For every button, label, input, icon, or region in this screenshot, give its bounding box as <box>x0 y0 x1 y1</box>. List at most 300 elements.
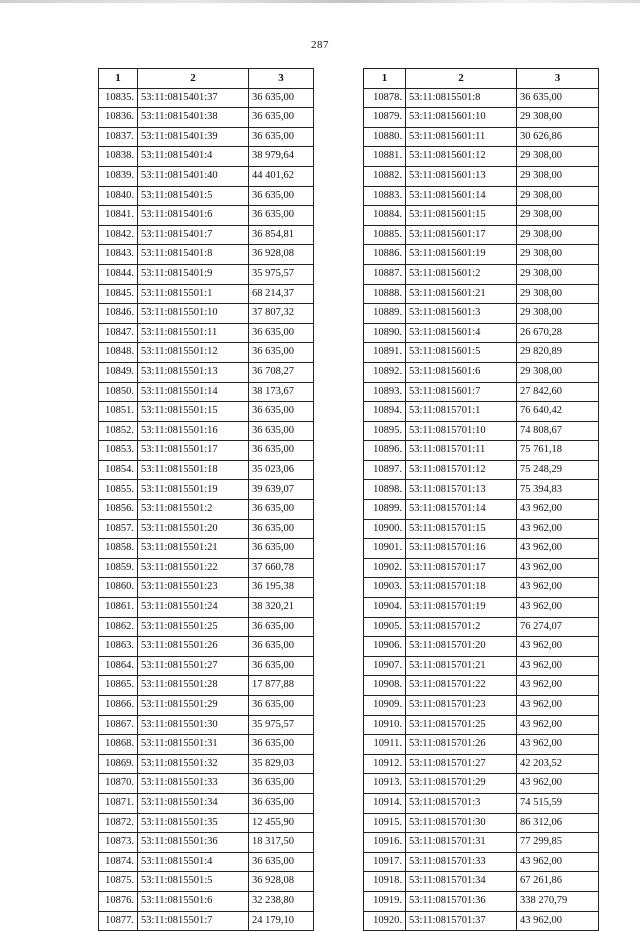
table-row <box>364 421 599 441</box>
row-number: 10897. <box>364 460 406 480</box>
cadastral-number: 53:11:0815501:17 <box>138 441 249 461</box>
row-number: 10851. <box>99 402 138 422</box>
cadastral-value: 43 962,00 <box>517 500 599 520</box>
row-number: 10852. <box>99 421 138 441</box>
table-row <box>99 304 314 324</box>
cadastral-value: 67 261,86 <box>517 872 599 892</box>
cadastral-value: 29 308,00 <box>517 166 599 186</box>
cadastral-number: 53:11:0815701:17 <box>406 558 517 578</box>
cadastral-value: 68 214,37 <box>249 284 314 304</box>
cadastral-number: 53:11:0815701:14 <box>406 500 517 520</box>
table-row <box>99 127 314 147</box>
table-row <box>99 108 314 128</box>
cadastral-number: 53:11:0815701:23 <box>406 696 517 716</box>
cadastral-value: 36 635,00 <box>249 539 314 559</box>
row-number: 10904. <box>364 598 406 618</box>
cadastral-number: 53:11:0815501:16 <box>138 421 249 441</box>
row-number: 10920. <box>364 911 406 931</box>
cadastral-number: 53:11:0815601:14 <box>406 186 517 206</box>
cadastral-number: 53:11:0815601:10 <box>406 108 517 128</box>
table-row <box>364 460 599 480</box>
cadastral-number: 53:11:0815401:9 <box>138 264 249 284</box>
table-row <box>99 852 314 872</box>
row-number: 10841. <box>99 206 138 226</box>
left-registry-table <box>98 68 314 931</box>
table-row <box>99 460 314 480</box>
cadastral-number: 53:11:0815501:27 <box>138 656 249 676</box>
cadastral-value: 32 238,80 <box>249 891 314 911</box>
table-row <box>99 813 314 833</box>
row-number: 10919. <box>364 891 406 911</box>
row-number: 10886. <box>364 245 406 265</box>
cadastral-value: 43 962,00 <box>517 519 599 539</box>
cadastral-value: 29 308,00 <box>517 304 599 324</box>
cadastral-value: 29 820,89 <box>517 343 599 363</box>
table-row <box>364 598 599 618</box>
cadastral-value: 36 635,00 <box>249 617 314 637</box>
cadastral-number: 53:11:0815701:13 <box>406 480 517 500</box>
table-row <box>99 578 314 598</box>
table-row <box>364 147 599 167</box>
header-col-3: 3 <box>249 69 314 89</box>
table-row <box>364 362 599 382</box>
table-row <box>364 833 599 853</box>
cadastral-value: 36 635,00 <box>249 186 314 206</box>
cadastral-number: 53:11:0815701:11 <box>406 441 517 461</box>
cadastral-value: 75 761,18 <box>517 441 599 461</box>
table-row <box>364 382 599 402</box>
table-row <box>99 891 314 911</box>
table-row <box>364 754 599 774</box>
cadastral-value: 36 195,38 <box>249 578 314 598</box>
cadastral-number: 53:11:0815501:4 <box>138 852 249 872</box>
table-row <box>364 186 599 206</box>
row-number: 10909. <box>364 696 406 716</box>
cadastral-number: 53:11:0815601:11 <box>406 127 517 147</box>
table-row <box>364 480 599 500</box>
cadastral-number: 53:11:0815701:37 <box>406 911 517 931</box>
table-row <box>364 323 599 343</box>
cadastral-number: 53:11:0815601:4 <box>406 323 517 343</box>
cadastral-value: 17 877,88 <box>249 676 314 696</box>
cadastral-value: 43 962,00 <box>517 637 599 657</box>
table-row <box>364 793 599 813</box>
table-row <box>364 735 599 755</box>
cadastral-number: 53:11:0815501:34 <box>138 793 249 813</box>
cadastral-value: 44 401,62 <box>249 166 314 186</box>
cadastral-value: 24 179,10 <box>249 911 314 931</box>
cadastral-number: 53:11:0815501:28 <box>138 676 249 696</box>
table-row <box>364 774 599 794</box>
table-row <box>99 441 314 461</box>
cadastral-value: 18 317,50 <box>249 833 314 853</box>
cadastral-value: 36 635,00 <box>249 108 314 128</box>
table-row <box>99 911 314 931</box>
cadastral-value: 74 808,67 <box>517 421 599 441</box>
cadastral-value: 38 979,64 <box>249 147 314 167</box>
cadastral-number: 53:11:0815601:13 <box>406 166 517 186</box>
cadastral-value: 76 274,07 <box>517 617 599 637</box>
cadastral-number: 53:11:0815401:38 <box>138 108 249 128</box>
row-number: 10876. <box>99 891 138 911</box>
row-number: 10846. <box>99 304 138 324</box>
cadastral-number: 53:11:0815701:29 <box>406 774 517 794</box>
table-row <box>364 304 599 324</box>
row-number: 10917. <box>364 852 406 872</box>
cadastral-value: 43 962,00 <box>517 598 599 618</box>
header-col-1: 1 <box>99 69 138 89</box>
cadastral-number: 53:11:0815501:21 <box>138 539 249 559</box>
cadastral-value: 36 635,00 <box>517 88 599 108</box>
cadastral-number: 53:11:0815701:10 <box>406 421 517 441</box>
table-row <box>99 166 314 186</box>
cadastral-number: 53:11:0815501:26 <box>138 637 249 657</box>
row-number: 10860. <box>99 578 138 598</box>
row-number: 10858. <box>99 539 138 559</box>
row-number: 10906. <box>364 637 406 657</box>
cadastral-value: 36 635,00 <box>249 774 314 794</box>
header-row <box>364 69 599 89</box>
header-row <box>99 69 314 89</box>
row-number: 10887. <box>364 264 406 284</box>
row-number: 10885. <box>364 225 406 245</box>
table-row <box>364 343 599 363</box>
cadastral-value: 26 670,28 <box>517 323 599 343</box>
cadastral-value: 43 962,00 <box>517 656 599 676</box>
table-row <box>99 656 314 676</box>
header-col-1: 1 <box>364 69 406 89</box>
table-row <box>364 891 599 911</box>
cadastral-value: 35 023,06 <box>249 460 314 480</box>
row-number: 10873. <box>99 833 138 853</box>
table-row <box>364 813 599 833</box>
row-number: 10857. <box>99 519 138 539</box>
row-number: 10866. <box>99 696 138 716</box>
table-row <box>364 558 599 578</box>
row-number: 10872. <box>99 813 138 833</box>
row-number: 10868. <box>99 735 138 755</box>
cadastral-value: 76 640,42 <box>517 402 599 422</box>
table-row <box>99 206 314 226</box>
header-col-3: 3 <box>517 69 599 89</box>
row-number: 10902. <box>364 558 406 578</box>
cadastral-number: 53:11:0815601:2 <box>406 264 517 284</box>
row-number: 10840. <box>99 186 138 206</box>
table-row <box>364 696 599 716</box>
cadastral-value: 42 203,52 <box>517 754 599 774</box>
cadastral-value: 36 635,00 <box>249 421 314 441</box>
cadastral-value: 12 455,90 <box>249 813 314 833</box>
row-number: 10849. <box>99 362 138 382</box>
table-row <box>99 793 314 813</box>
table-row <box>99 833 314 853</box>
cadastral-value: 35 975,57 <box>249 715 314 735</box>
row-number: 10836. <box>99 108 138 128</box>
table-row <box>99 598 314 618</box>
row-number: 10889. <box>364 304 406 324</box>
cadastral-number: 53:11:0815701:21 <box>406 656 517 676</box>
row-number: 10881. <box>364 147 406 167</box>
table-row <box>99 872 314 892</box>
cadastral-value: 36 854,81 <box>249 225 314 245</box>
row-number: 10847. <box>99 323 138 343</box>
cadastral-number: 53:11:0815601:19 <box>406 245 517 265</box>
row-number: 10910. <box>364 715 406 735</box>
cadastral-number: 53:11:0815401:37 <box>138 88 249 108</box>
row-number: 10845. <box>99 284 138 304</box>
table-row <box>364 166 599 186</box>
cadastral-number: 53:11:0815401:40 <box>138 166 249 186</box>
cadastral-value: 43 962,00 <box>517 558 599 578</box>
cadastral-number: 53:11:0815701:3 <box>406 793 517 813</box>
cadastral-number: 53:11:0815501:5 <box>138 872 249 892</box>
cadastral-number: 53:11:0815701:18 <box>406 578 517 598</box>
row-number: 10838. <box>99 147 138 167</box>
cadastral-value: 86 312,06 <box>517 813 599 833</box>
cadastral-value: 43 962,00 <box>517 774 599 794</box>
table-row <box>99 519 314 539</box>
cadastral-value: 43 962,00 <box>517 852 599 872</box>
table-row <box>99 421 314 441</box>
cadastral-value: 36 635,00 <box>249 343 314 363</box>
cadastral-number: 53:11:0815501:11 <box>138 323 249 343</box>
cadastral-value: 29 308,00 <box>517 264 599 284</box>
table-row <box>99 558 314 578</box>
row-number: 10893. <box>364 382 406 402</box>
row-number: 10896. <box>364 441 406 461</box>
row-number: 10882. <box>364 166 406 186</box>
cadastral-number: 53:11:0815401:39 <box>138 127 249 147</box>
cadastral-value: 36 708,27 <box>249 362 314 382</box>
cadastral-number: 53:11:0815701:30 <box>406 813 517 833</box>
table-row <box>99 676 314 696</box>
table-row <box>364 264 599 284</box>
row-number: 10864. <box>99 656 138 676</box>
row-number: 10894. <box>364 402 406 422</box>
cadastral-number: 53:11:0815501:8 <box>406 88 517 108</box>
cadastral-value: 36 635,00 <box>249 656 314 676</box>
row-number: 10850. <box>99 382 138 402</box>
row-number: 10899. <box>364 500 406 520</box>
cadastral-value: 36 635,00 <box>249 88 314 108</box>
cadastral-number: 53:11:0815501:12 <box>138 343 249 363</box>
cadastral-value: 338 270,79 <box>517 891 599 911</box>
cadastral-number: 53:11:0815501:35 <box>138 813 249 833</box>
cadastral-value: 29 308,00 <box>517 108 599 128</box>
cadastral-number: 53:11:0815601:17 <box>406 225 517 245</box>
table-row <box>364 519 599 539</box>
table-row <box>99 480 314 500</box>
cadastral-number: 53:11:0815401:6 <box>138 206 249 226</box>
table-row <box>99 696 314 716</box>
cadastral-value: 36 635,00 <box>249 852 314 872</box>
table-row <box>364 127 599 147</box>
row-number: 10842. <box>99 225 138 245</box>
cadastral-value: 36 928,08 <box>249 872 314 892</box>
table-row <box>364 656 599 676</box>
row-number: 10916. <box>364 833 406 853</box>
table-row <box>364 617 599 637</box>
cadastral-number: 53:11:0815701:19 <box>406 598 517 618</box>
table-row <box>364 441 599 461</box>
cadastral-number: 53:11:0815501:18 <box>138 460 249 480</box>
cadastral-value: 36 928,08 <box>249 245 314 265</box>
cadastral-value: 36 635,00 <box>249 637 314 657</box>
table-row <box>99 343 314 363</box>
row-number: 10880. <box>364 127 406 147</box>
table-row <box>364 715 599 735</box>
row-number: 10891. <box>364 343 406 363</box>
table-row <box>99 735 314 755</box>
cadastral-number: 53:11:0815601:21 <box>406 284 517 304</box>
row-number: 10878. <box>364 88 406 108</box>
cadastral-value: 43 962,00 <box>517 715 599 735</box>
cadastral-number: 53:11:0815701:36 <box>406 891 517 911</box>
row-number: 10865. <box>99 676 138 696</box>
cadastral-number: 53:11:0815601:5 <box>406 343 517 363</box>
cadastral-value: 27 842,60 <box>517 382 599 402</box>
row-number: 10918. <box>364 872 406 892</box>
table-row <box>364 637 599 657</box>
cadastral-value: 36 635,00 <box>249 735 314 755</box>
table-row <box>99 284 314 304</box>
header-col-2: 2 <box>138 69 249 89</box>
cadastral-number: 53:11:0815701:34 <box>406 872 517 892</box>
row-number: 10890. <box>364 323 406 343</box>
cadastral-number: 53:11:0815701:1 <box>406 402 517 422</box>
cadastral-value: 75 394,83 <box>517 480 599 500</box>
cadastral-value: 39 639,07 <box>249 480 314 500</box>
cadastral-value: 36 635,00 <box>249 696 314 716</box>
table-row <box>364 539 599 559</box>
row-number: 10901. <box>364 539 406 559</box>
cadastral-number: 53:11:0815401:7 <box>138 225 249 245</box>
cadastral-number: 53:11:0815701:12 <box>406 460 517 480</box>
cadastral-number: 53:11:0815701:22 <box>406 676 517 696</box>
row-number: 10853. <box>99 441 138 461</box>
row-number: 10911. <box>364 735 406 755</box>
table-row <box>99 500 314 520</box>
right-registry-table <box>363 68 599 931</box>
row-number: 10884. <box>364 206 406 226</box>
row-number: 10863. <box>99 637 138 657</box>
cadastral-value: 29 308,00 <box>517 245 599 265</box>
row-number: 10835. <box>99 88 138 108</box>
table-row <box>364 676 599 696</box>
cadastral-value: 35 975,57 <box>249 264 314 284</box>
table-row <box>99 637 314 657</box>
cadastral-number: 53:11:0815501:22 <box>138 558 249 578</box>
cadastral-number: 53:11:0815701:27 <box>406 754 517 774</box>
cadastral-value: 43 962,00 <box>517 676 599 696</box>
cadastral-number: 53:11:0815701:16 <box>406 539 517 559</box>
cadastral-value: 36 635,00 <box>249 206 314 226</box>
table-row <box>99 147 314 167</box>
cadastral-value: 36 635,00 <box>249 323 314 343</box>
cadastral-number: 53:11:0815601:7 <box>406 382 517 402</box>
cadastral-number: 53:11:0815501:14 <box>138 382 249 402</box>
row-number: 10903. <box>364 578 406 598</box>
cadastral-number: 53:11:0815501:25 <box>138 617 249 637</box>
table-row <box>364 225 599 245</box>
cadastral-number: 53:11:0815501:30 <box>138 715 249 735</box>
cadastral-value: 75 248,29 <box>517 460 599 480</box>
cadastral-number: 53:11:0815501:33 <box>138 774 249 794</box>
table-row <box>99 402 314 422</box>
cadastral-number: 53:11:0815601:12 <box>406 147 517 167</box>
cadastral-number: 53:11:0815501:1 <box>138 284 249 304</box>
row-number: 10839. <box>99 166 138 186</box>
cadastral-value: 43 962,00 <box>517 735 599 755</box>
cadastral-number: 53:11:0815501:13 <box>138 362 249 382</box>
table-row <box>99 264 314 284</box>
table-row <box>99 362 314 382</box>
cadastral-value: 29 308,00 <box>517 206 599 226</box>
cadastral-number: 53:11:0815701:33 <box>406 852 517 872</box>
header-col-2: 2 <box>406 69 517 89</box>
table-row <box>99 245 314 265</box>
table-row <box>364 245 599 265</box>
row-number: 10871. <box>99 793 138 813</box>
cadastral-value: 77 299,85 <box>517 833 599 853</box>
row-number: 10898. <box>364 480 406 500</box>
table-row <box>364 852 599 872</box>
table-row <box>99 186 314 206</box>
row-number: 10892. <box>364 362 406 382</box>
cadastral-value: 29 308,00 <box>517 147 599 167</box>
cadastral-value: 29 308,00 <box>517 284 599 304</box>
row-number: 10908. <box>364 676 406 696</box>
table-row <box>364 284 599 304</box>
cadastral-value: 30 626,86 <box>517 127 599 147</box>
cadastral-number: 53:11:0815401:4 <box>138 147 249 167</box>
cadastral-value: 29 308,00 <box>517 362 599 382</box>
cadastral-value: 36 635,00 <box>249 127 314 147</box>
cadastral-number: 53:11:0815501:24 <box>138 598 249 618</box>
table-row <box>364 500 599 520</box>
cadastral-number: 53:11:0815401:8 <box>138 245 249 265</box>
scan-edge <box>0 0 640 3</box>
cadastral-value: 36 635,00 <box>249 500 314 520</box>
cadastral-number: 53:11:0815501:19 <box>138 480 249 500</box>
row-number: 10877. <box>99 911 138 931</box>
row-number: 10874. <box>99 852 138 872</box>
cadastral-number: 53:11:0815501:15 <box>138 402 249 422</box>
table-row <box>99 539 314 559</box>
table-row <box>364 206 599 226</box>
cadastral-value: 36 635,00 <box>249 793 314 813</box>
cadastral-number: 53:11:0815501:7 <box>138 911 249 931</box>
row-number: 10856. <box>99 500 138 520</box>
table-row <box>99 323 314 343</box>
cadastral-number: 53:11:0815601:6 <box>406 362 517 382</box>
row-number: 10870. <box>99 774 138 794</box>
cadastral-number: 53:11:0815701:31 <box>406 833 517 853</box>
row-number: 10912. <box>364 754 406 774</box>
row-number: 10883. <box>364 186 406 206</box>
cadastral-value: 36 635,00 <box>249 441 314 461</box>
cadastral-number: 53:11:0815501:20 <box>138 519 249 539</box>
table-row <box>364 402 599 422</box>
table-row <box>364 88 599 108</box>
table-row <box>99 715 314 735</box>
table-row <box>364 578 599 598</box>
row-number: 10875. <box>99 872 138 892</box>
cadastral-value: 37 807,32 <box>249 304 314 324</box>
row-number: 10879. <box>364 108 406 128</box>
row-number: 10844. <box>99 264 138 284</box>
table-row <box>99 754 314 774</box>
